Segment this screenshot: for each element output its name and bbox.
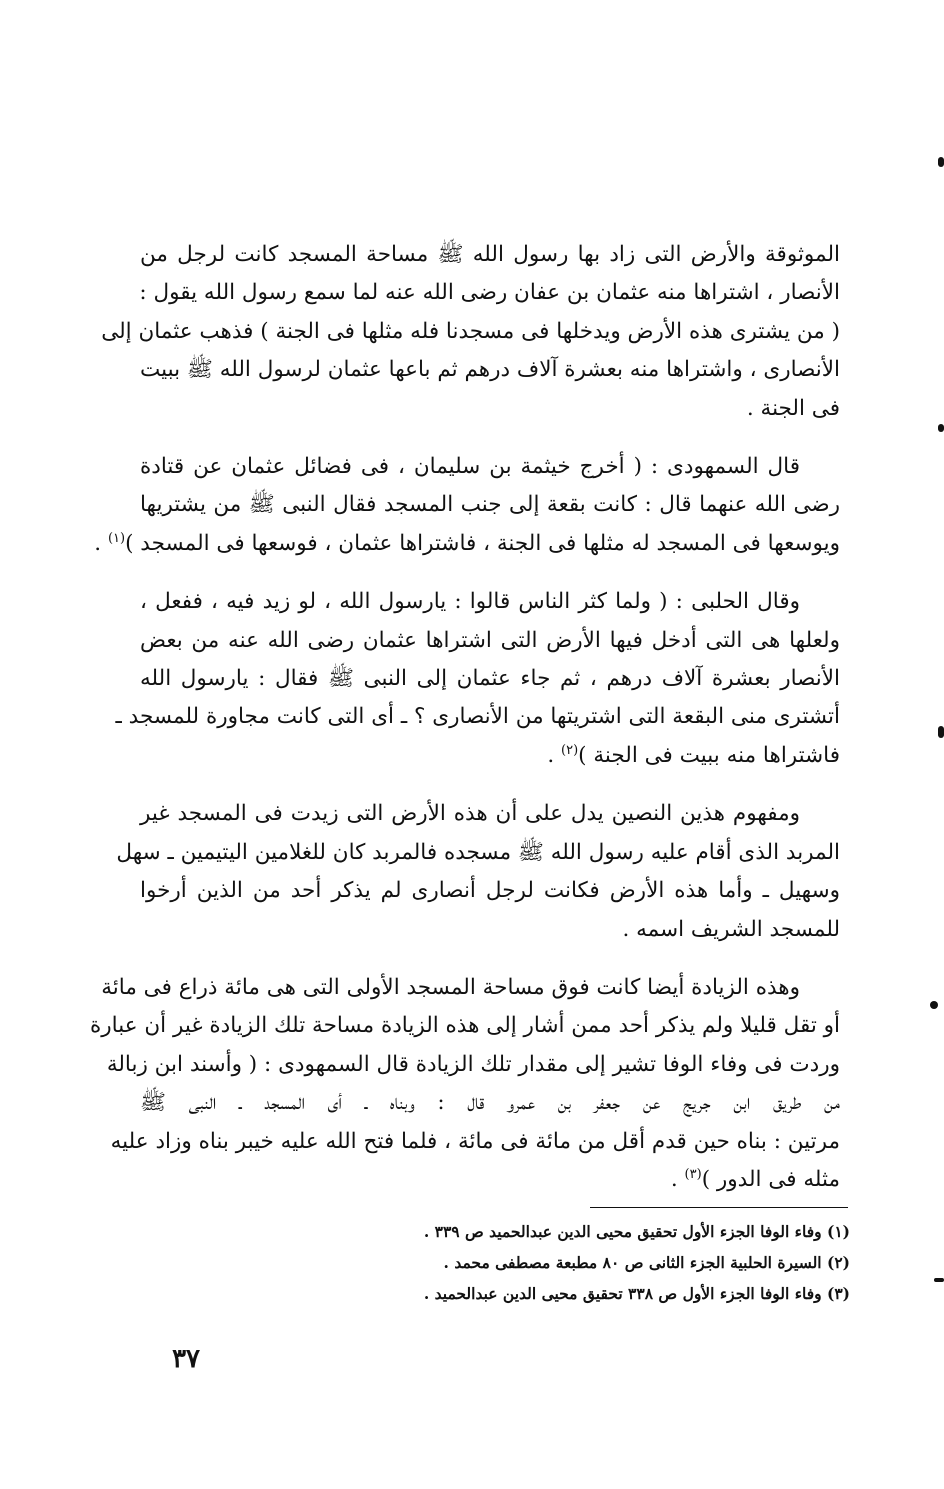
scan-edge-mark [930, 1001, 938, 1009]
text-line: الأنصار بعشرة آلاف درهم ، ثم جاء عثمان إلى النبى ﷺ فقال : يارسول الله [140, 666, 840, 692]
footnote: (١) وفاء الوفا الجزء الأول تحقيق محيى الدين عبدالحميد ص ٣٣٩ . [423, 1222, 850, 1241]
text-line: وسهيل ـ وأما هذه الأرض فكانت لرجل أنصارى لم يذكر أحد من الذين أرخوا [140, 878, 840, 904]
text-line: الأنصارى ، واشتراها منه بعشرة آلاف درهم ثم باعها عثمان لرسول الله ﷺ ببيت [140, 357, 840, 383]
footnote-reference: (٢) [561, 742, 579, 758]
text-line: من طريق ابن جريج عن جعفر بن عمرو قال : وبناه ـ أى المسجد ـ النبى ﷺ [140, 1090, 840, 1116]
text-line: أو تقل قليلا ولم يذكر أحد ممن أشار إلى هذه الزيادة مساحة تلك الزيادة غير أن عبارة [90, 1013, 840, 1039]
footnote: (٣) وفاء الوفا الجزء الأول ص ٣٣٨ تحقيق محيى الدين عبدالحميد . [423, 1284, 850, 1303]
text-line: فاشتراها منه ببيت فى الجنة )$^{(٢)}$ . [547, 742, 840, 768]
footnotes [330, 1216, 850, 1309]
footnote-reference: (١) [107, 530, 126, 546]
text-line [94, 525, 840, 563]
scan-edge-mark [938, 157, 944, 167]
text-line: ( من يشترى هذه الأرض ويدخلها فى مسجدنا فله مثلها فى الجنة ) فذهب عثمان إلى [101, 318, 840, 344]
text-line: وردت فى وفاء الوفا تشير إلى مقدار تلك الزيادة قال السمهودى : ( وأسند ابن زبالة [106, 1051, 840, 1077]
text-line: الأنصار ، اشتراها منه عثمان بن عفان رضى الله عنه لما سمع رسول الله يقول : [139, 280, 840, 306]
scan-edge-mark [938, 726, 944, 738]
text-line: ولعلها هى التى أدخل فيها الأرض التى اشتراها عثمان رضى الله عنه من بعض [140, 627, 840, 653]
text-segment: مثله فى الدور ) [701, 1166, 840, 1192]
text-line: فى الجنة . [746, 395, 840, 421]
footnote-separator [590, 1207, 848, 1208]
text-line: مرتين : بناه حين قدم أقل من مائة فى مائة ، فلما فتح الله عليه خيبر بناه وزاد عليه [110, 1128, 840, 1154]
paragraph [115, 583, 840, 775]
scan-edge-mark [934, 1278, 944, 1282]
paragraph [116, 795, 840, 949]
text-line: رضى الله عنهما قال : كانت بقعة إلى جنب المسجد فقال النبى ﷺ من يشتريها [140, 492, 840, 518]
paragraph [90, 969, 840, 1199]
text-segment: ويوسعها فى المسجد له مثلها فى الجنة ، فاشتراها عثمان ، فوسعها فى المسجد ) [125, 530, 840, 556]
footnote: (٢) السيرة الحلبية الجزء الثانى ص ٨٠ مطبعة مصطفى محمد . [443, 1253, 850, 1272]
text-line: قال السمهودى : ( أخرج خيثمة بن سليمان ، فى فضائل عثمان عن قتادة [140, 454, 800, 480]
paragraph [94, 448, 840, 563]
text-line: الموثوقة والأرض التى زاد بها رسول الله ﷺ مساحة المسجد كانت لرجل من [140, 242, 840, 267]
main-text [90, 236, 840, 1219]
text-segment: . [94, 530, 102, 556]
text-line: مثله فى الدور )$^{(٣)}$ . [670, 1166, 840, 1192]
text-line: وهذه الزيادة أيضا كانت فوق مساحة المسجد الأولى التى هى مائة ذراع فى مائة [101, 974, 800, 1000]
text-line: أتشترى منى البقعة التى اشتريتها من الأنصارى ؟ ـ أى التى كانت مجاورة للمسجد ـ [115, 704, 840, 730]
text-segment: فاشتراها منه ببيت فى الجنة ) [578, 742, 840, 768]
text-line: للمسجد الشريف اسمه . [622, 916, 840, 942]
paragraph [101, 236, 840, 428]
text-line: وقال الحلبى : ( ولما كثر الناس قالوا : يارسول الله ، لو زيد فيه ، ففعل ، [140, 589, 800, 615]
text-line: ومفهوم هذين النصين يدل على أن هذه الأرض التى زيدت فى المسجد غير [140, 801, 800, 827]
page-number: ٣٧ [172, 1344, 200, 1374]
footnote-reference: (٣) [684, 1166, 702, 1182]
text-line: المربد الذى أقام عليه رسول الله ﷺ مسجده فالمربد كان للغلامين اليتيمين ـ سهل [116, 839, 840, 865]
scan-edge-mark [938, 424, 944, 432]
